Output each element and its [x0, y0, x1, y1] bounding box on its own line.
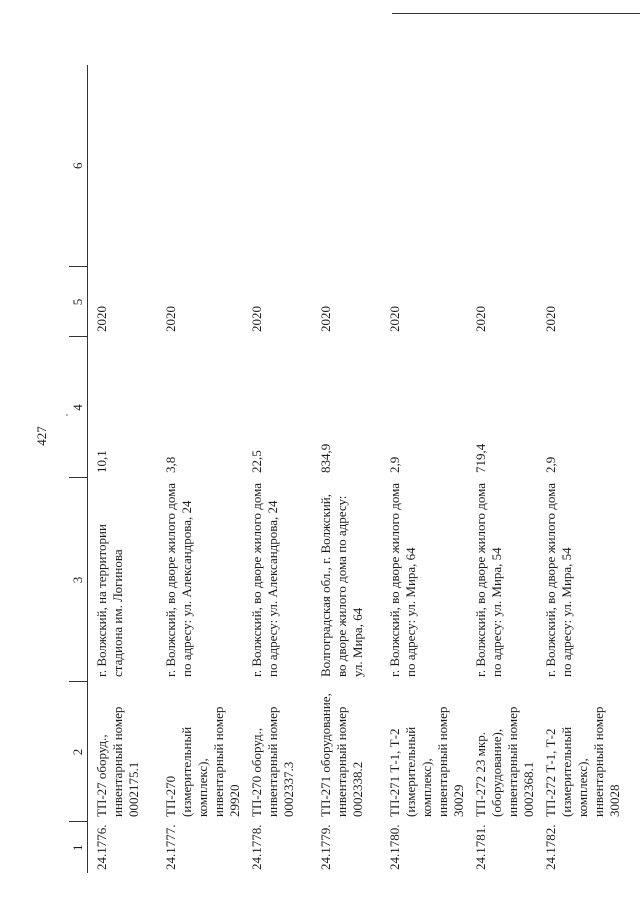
- object-address: г. Волжский, во дворе жилого дома по адресу: ул. Мира, 54: [543, 482, 574, 677]
- object-note: [381, 65, 467, 267]
- object-address: г. Волжский, во дворе жилого дома по адресу: ул. Мира, 54: [473, 482, 504, 677]
- object-value: 22,5: [249, 450, 264, 473]
- object-year: 2020: [473, 306, 488, 332]
- object-value: 10,1: [94, 450, 109, 473]
- page-number: 427: [34, 426, 49, 446]
- object-name: ТП-270 оборуд., инвентарный номер 0002337.3: [249, 706, 296, 817]
- object-note: [537, 65, 623, 267]
- object-year: 2020: [249, 306, 264, 332]
- object-address: Волгоградская обл., г. Волжский, во дворе жилого дома по адресу: ул. Мира, 64: [318, 494, 365, 677]
- top-rule: [392, 13, 640, 14]
- object-year: 2020: [387, 306, 402, 332]
- table-row: [537, 65, 623, 873]
- object-note: [88, 65, 158, 267]
- object-address: г. Волжский, во дворе жилого дома по адресу: ул. Мира, 64: [387, 482, 418, 677]
- header-col-6: 6: [69, 65, 88, 267]
- rotated-table-wrapper: [69, 65, 622, 873]
- object-value: 834,9: [318, 443, 333, 473]
- object-name: ТП-27 оборуд., инвентарный номер 0002175.1: [94, 706, 141, 817]
- header-col-3: 3: [69, 478, 88, 682]
- object-name: ТП-272 Т-1, Т-2 (измерительный комплекс), инвентарный номер 30028: [543, 706, 622, 817]
- header-col-4: 4: [69, 337, 88, 478]
- object-note: [312, 65, 381, 267]
- object-year: 2020: [318, 306, 333, 332]
- object-note: [243, 65, 312, 267]
- header-row: [69, 65, 88, 873]
- table-row: [88, 65, 158, 873]
- table-row: [157, 65, 243, 873]
- property-table: [69, 65, 623, 873]
- object-year: 2020: [543, 306, 558, 332]
- row-number: 24.1781.: [473, 824, 488, 870]
- object-name: ТП-272 23 мкр. (оборудование), инвентарный номер 0002368.1: [473, 706, 536, 817]
- header-col-5: 5: [69, 267, 88, 337]
- table-row: [381, 65, 467, 873]
- object-name: ТП-271 Т-1, Т-2 (измерительный комплекс), инвентарный номер 30029: [387, 706, 466, 817]
- row-number: 24.1777.: [163, 824, 178, 870]
- scan-speck: [66, 414, 68, 416]
- row-number: 24.1779.: [318, 824, 333, 870]
- header-col-2: 2: [69, 682, 88, 822]
- object-year: 2020: [94, 306, 109, 332]
- object-value: 719,4: [473, 443, 488, 473]
- header-col-1: 1: [69, 822, 88, 873]
- object-note: [157, 65, 243, 267]
- row-number: 24.1776.: [94, 824, 109, 870]
- object-note: [467, 65, 537, 267]
- row-number: 24.1778.: [249, 824, 264, 870]
- object-name: ТП-271 оборудование, инвентарный номер 0002338.2: [318, 693, 365, 817]
- row-number: 24.1780.: [387, 824, 402, 870]
- object-name: ТП-270 (измерительный комплекс), инвентарный номер 29920: [163, 706, 242, 817]
- object-address: г. Волжский, на территории стадиона им. Логинова: [94, 524, 125, 677]
- object-value: 3,8: [163, 456, 178, 473]
- table-row: [467, 65, 537, 873]
- object-year: 2020: [163, 306, 178, 332]
- object-value: 2,9: [387, 456, 402, 473]
- object-address: г. Волжский, во дворе жилого дома по адресу: ул. Александрова, 24: [163, 482, 194, 677]
- object-value: 2,9: [543, 456, 558, 473]
- row-number: 24.1782.: [543, 824, 558, 870]
- table-row: [312, 65, 381, 873]
- table-row: [243, 65, 312, 873]
- object-address: г. Волжский, во дворе жилого дома по адресу: ул. Александрова, 24: [249, 482, 280, 677]
